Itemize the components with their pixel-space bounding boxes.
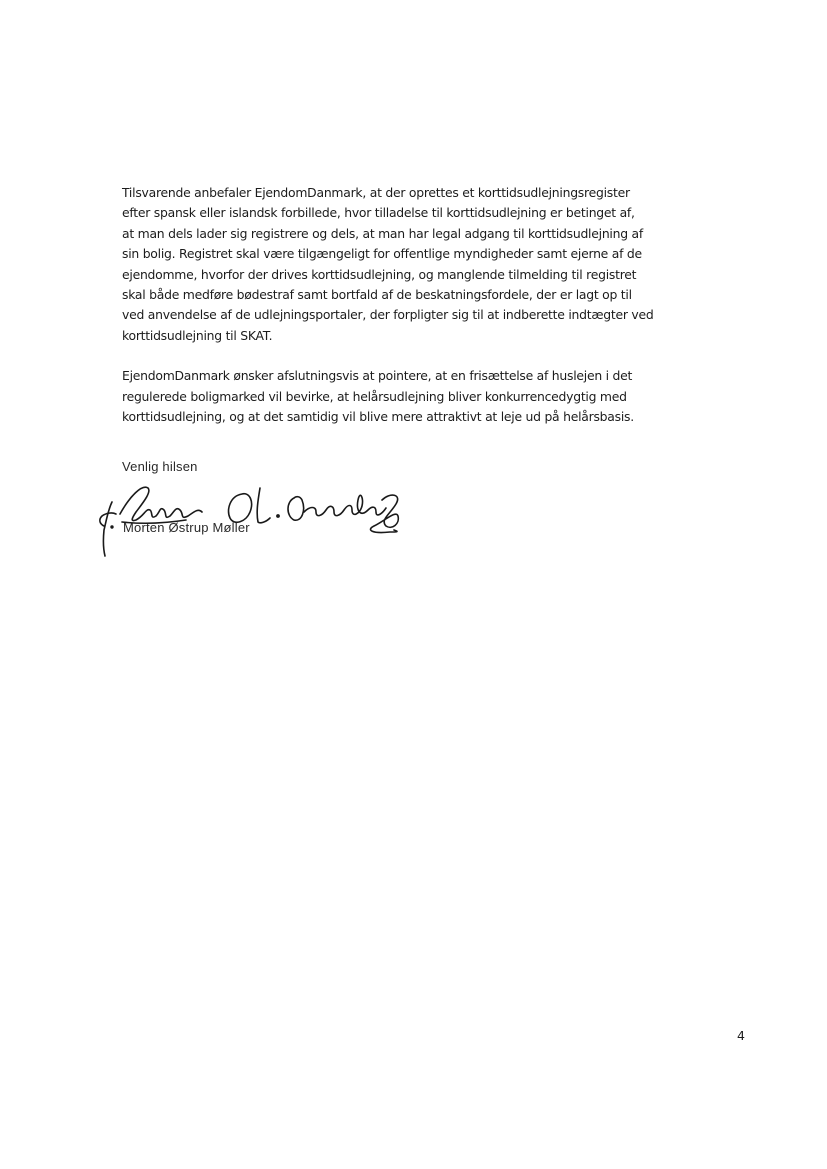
text-line: sin bolig. Registret skal være tilgængeligt for offentlige myndigheder samt ejerne af de xyxy=(122,246,642,262)
signature-f-stroke xyxy=(103,502,112,556)
closing-salutation: Venlig hilsen xyxy=(122,459,198,474)
signature-underline xyxy=(122,520,186,523)
text-line: korttidsudlejning til SKAT. xyxy=(122,327,273,343)
signature-flourish xyxy=(371,495,399,532)
paragraph-conclusion xyxy=(122,366,722,427)
text-line: regulerede boligmarked vil bevirke, at helårsudlejning bliver konkurrencedygtig med xyxy=(122,388,627,404)
signer-name: Morten Østrup Møller xyxy=(123,520,250,535)
text-line: ved anvendelse af de udlejningsportaler, der forpligter sig til at indberette indtægter ved xyxy=(122,307,654,323)
text-line: EjendomDanmark ønsker afslutningsvis at pointere, at en frisættelse af huslejen i det xyxy=(122,368,633,384)
text-line: at man dels lader sig registrere og dels, at man har legal adgang til korttidsudlejning af xyxy=(122,225,643,241)
paragraph-short-term-rental-register xyxy=(122,183,722,346)
signature-initial-l xyxy=(257,488,270,523)
text-line: Tilsvarende anbefaler EjendomDanmark, at der oprettes et korttidsudlejningsregister xyxy=(122,185,630,200)
signature-strokes xyxy=(100,487,398,556)
signature-initial-o xyxy=(229,494,252,523)
signature-first-name xyxy=(120,487,202,520)
signature-dot xyxy=(111,526,113,528)
text-line: korttidsudlejning, og at det samtidig vil blive mere attraktivt at leje ud på helårsbasis. xyxy=(122,409,634,425)
text-line: efter spansk eller islandsk forbillede, hvor tilladelse til korttidsudlejning er betinget af, xyxy=(122,205,635,221)
signature-last-name xyxy=(288,495,386,520)
page-number: 4 xyxy=(737,1028,745,1043)
handwritten-signature xyxy=(90,470,410,565)
text-line: skal både medføre bødestraf samt bortfald af de beskatningsfordele, der er lagt op til xyxy=(122,287,632,303)
text-line: ejendomme, hvorfor der drives korttidsudlejning, og manglende tilmelding til registret xyxy=(122,266,637,282)
letter-body xyxy=(122,183,722,427)
signature-period xyxy=(277,515,279,517)
